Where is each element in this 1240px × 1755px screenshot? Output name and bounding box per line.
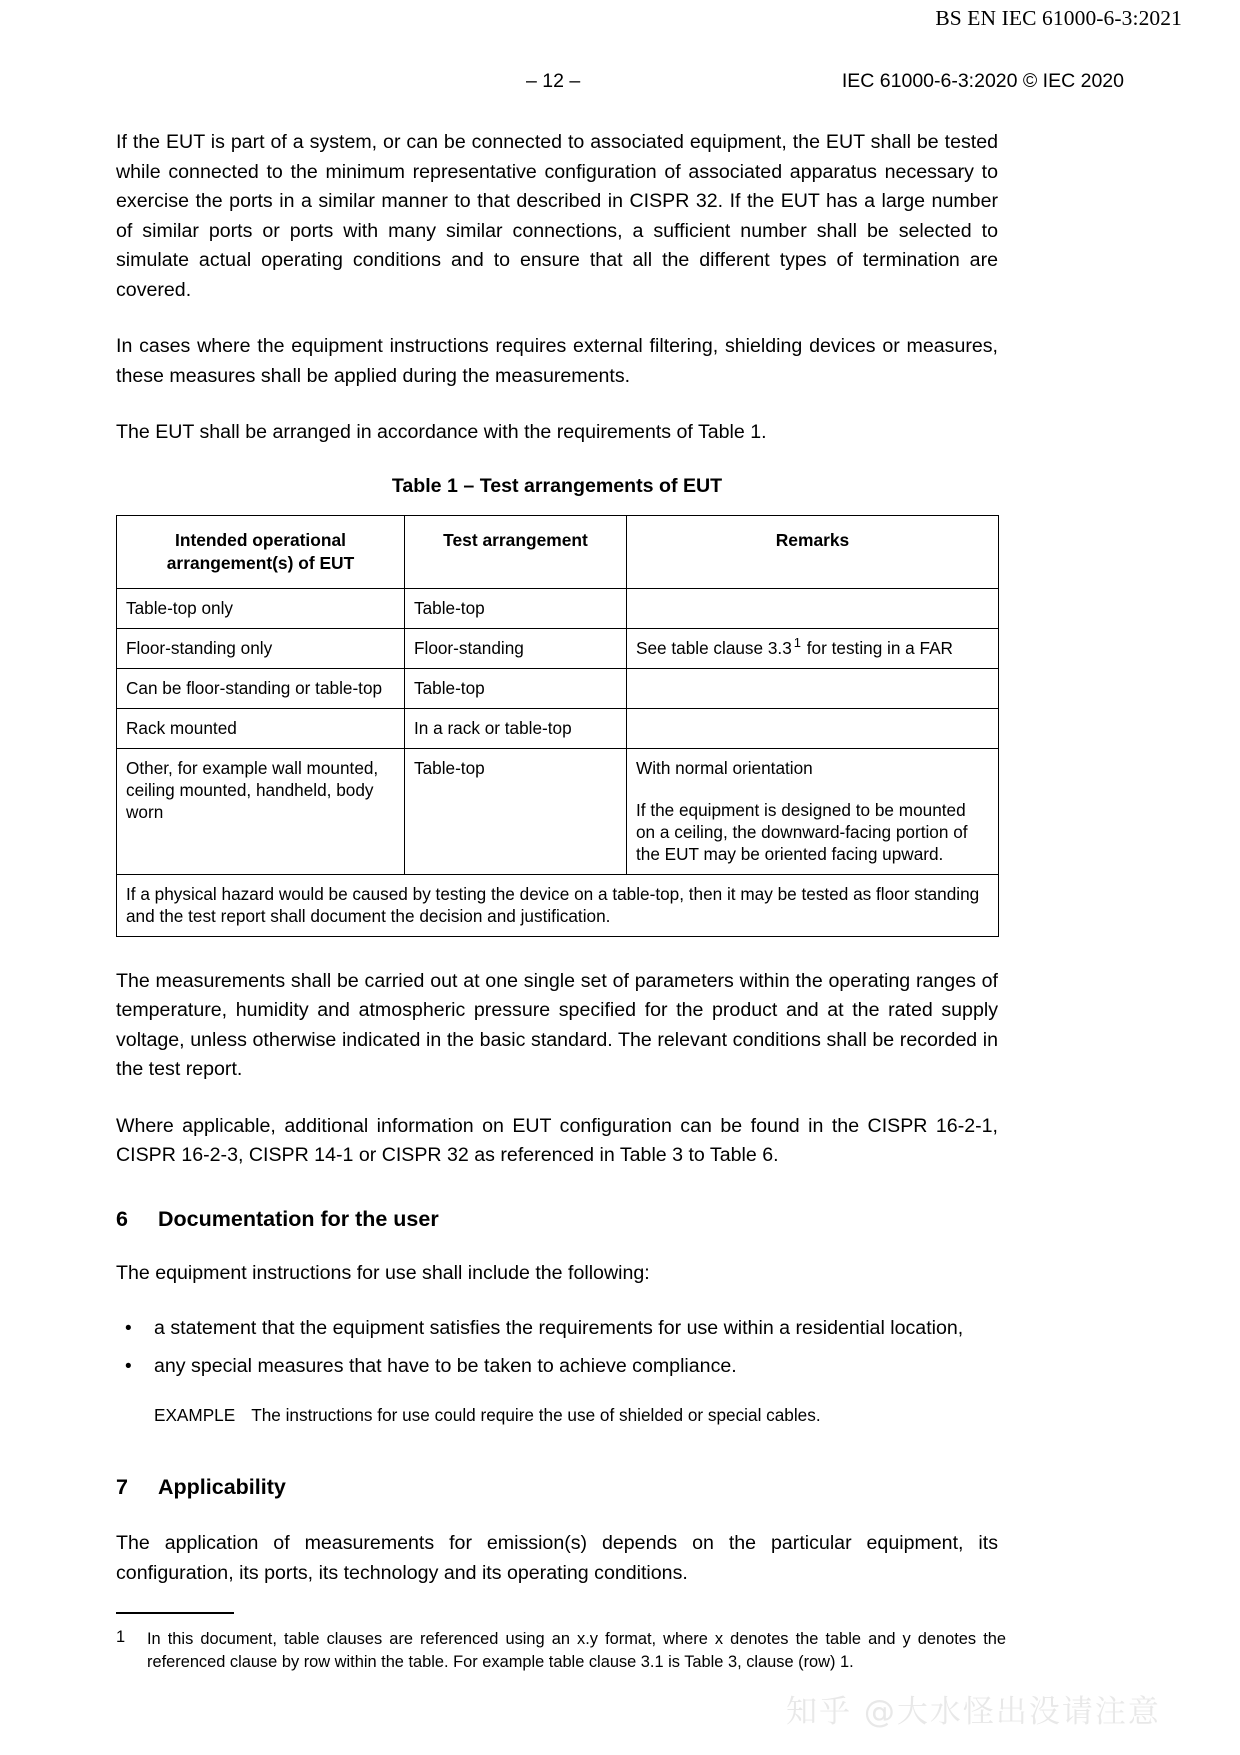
- documentation-bullet-list: [116, 1314, 998, 1381]
- paragraph-table1-reference: The EUT shall be arranged in accordance with the requirements of Table 1.: [116, 421, 767, 443]
- cell-arrangement: Can be floor-standing or table-top: [117, 668, 405, 708]
- example-label: EXAMPLE: [154, 1405, 236, 1425]
- clause-7-number: 7: [116, 1475, 128, 1499]
- page-content: [116, 128, 998, 1588]
- column-header-remarks: Remarks: [627, 515, 999, 588]
- cell-test: Table-top: [405, 748, 627, 874]
- cell-arrangement: Table-top only: [117, 588, 405, 628]
- footnote-number: 1: [116, 1628, 126, 1646]
- footnote-entry: [116, 1628, 1006, 1673]
- remarks-line-1: With normal orientation: [636, 757, 813, 778]
- table-note-row: [117, 874, 999, 936]
- list-item-label: any special measures that have to be taken to achieve compliance.: [154, 1354, 737, 1377]
- clause-7-title: Applicability: [158, 1475, 286, 1499]
- cell-remarks: [627, 588, 999, 628]
- footnote-text: In this document, table clauses are referenced using an x.y format, where x denotes the table and y denotes the referenced clause by row within the table. For example table clause 3.1 is Table 3, clause (row) 1.: [147, 1630, 1006, 1671]
- cell-arrangement: Floor-standing only: [117, 628, 405, 668]
- document-reference: IEC 61000-6-3:2020 © IEC 2020: [841, 70, 1124, 92]
- table-row: [117, 708, 999, 748]
- cell-test: In a rack or table-top: [405, 708, 627, 748]
- watermark: 知乎 @大水怪出没请注意: [786, 1694, 1161, 1730]
- cell-arrangement: Other, for example wall mounted, ceiling mounted, handheld, body worn: [117, 748, 405, 874]
- cell-remarks: [627, 708, 999, 748]
- table-note: If a physical hazard would be caused by testing the device on a table-top, then it may be tested as floor standing and the test report shall document the decision and justification.: [117, 874, 999, 936]
- remarks-line-2: If the equipment is designed to be mounted on a ceiling, the downward-facing portion of the EUT may be oriented facing upward.: [636, 799, 968, 864]
- table-caption: Table 1 – Test arrangements of EUT: [391, 474, 723, 497]
- bullet-icon: •: [125, 1355, 132, 1377]
- clause-6-number: 6: [116, 1206, 128, 1231]
- paragraph-applicability: The application of measurements for emission(s) depends on the particular equipment, its configuration, its ports, its technology and its operating conditions.: [116, 1532, 998, 1584]
- list-item: [116, 1352, 998, 1382]
- table-row: [117, 668, 999, 708]
- list-item: [116, 1314, 998, 1344]
- remarks-text-post: for testing in a FAR: [806, 637, 953, 658]
- cell-remarks: [627, 748, 999, 874]
- cell-remarks: [627, 628, 999, 668]
- example-note: [154, 1403, 998, 1427]
- cell-test: Table-top: [405, 668, 627, 708]
- cell-test: Table-top: [405, 588, 627, 628]
- bullet-icon: •: [125, 1318, 132, 1339]
- paragraph-external-filtering: In cases where the equipment instructions requires external filtering, shielding devices or measures, these measures shall be applied during the measurements.: [116, 335, 998, 387]
- heading-clause-7: [116, 1473, 998, 1501]
- footnote-marker: 1: [793, 634, 801, 650]
- running-header: [116, 70, 1124, 96]
- cell-arrangement: Rack mounted: [117, 708, 405, 748]
- test-arrangements-table: [116, 515, 999, 937]
- column-header-arrangement: Intended operational arrangement(s) of EUT: [117, 515, 405, 588]
- example-text: The instructions for use could require the use of shielded or special cables.: [251, 1405, 821, 1425]
- cell-test: Floor-standing: [405, 628, 627, 668]
- paragraph-measurement-conditions: The measurements shall be carried out at one single set of parameters within the operating ranges of temperature, humidity and atmospheric pressure specified for the product and at the rated supply voltage, unless otherwise indicated in the basic standard. The relevant conditions shall be recorded in the test report.: [116, 969, 998, 1080]
- table-header-row: [117, 515, 999, 588]
- footnote-separator: [116, 1612, 234, 1614]
- paragraph-instructions-intro: The equipment instructions for use shall include the following:: [116, 1261, 650, 1284]
- paragraph-eut-system: If the EUT is part of a system, or can be connected to associated equipment, the EUT shall be tested while connected to the minimum representative configuration of associated apparatus necessary to exercise the ports in a similar manner to that described in CISPR 32. If the EUT has a large number of similar ports or ports with many similar connections, a sufficient number shall be selected to simulate actual operating conditions and to ensure that all the different types of termination are covered.: [116, 131, 998, 301]
- page-number: – 12 –: [526, 70, 581, 92]
- column-header-test: Test arrangement: [405, 515, 627, 588]
- paragraph-additional-info: Where applicable, additional information on EUT configuration can be found in the CISPR 16-2-1, CISPR 16-2-3, CISPR 14-1 or CISPR 32 as referenced in Table 3 to Table 6.: [116, 1114, 998, 1166]
- standard-reference-header: BS EN IEC 61000-6-3:2021: [935, 6, 1182, 30]
- heading-clause-6: [116, 1205, 998, 1233]
- clause-6-title: Documentation for the user: [158, 1206, 439, 1231]
- footnote-area: [116, 1612, 1006, 1673]
- table-row: [117, 588, 999, 628]
- remarks-text-pre: See table clause 3.3: [636, 637, 792, 658]
- cell-remarks: [627, 668, 999, 708]
- list-item-label: a statement that the equipment satisfies the requirements for use within a residential location,: [154, 1317, 964, 1339]
- table-row: [117, 748, 999, 874]
- table-row: [117, 628, 999, 668]
